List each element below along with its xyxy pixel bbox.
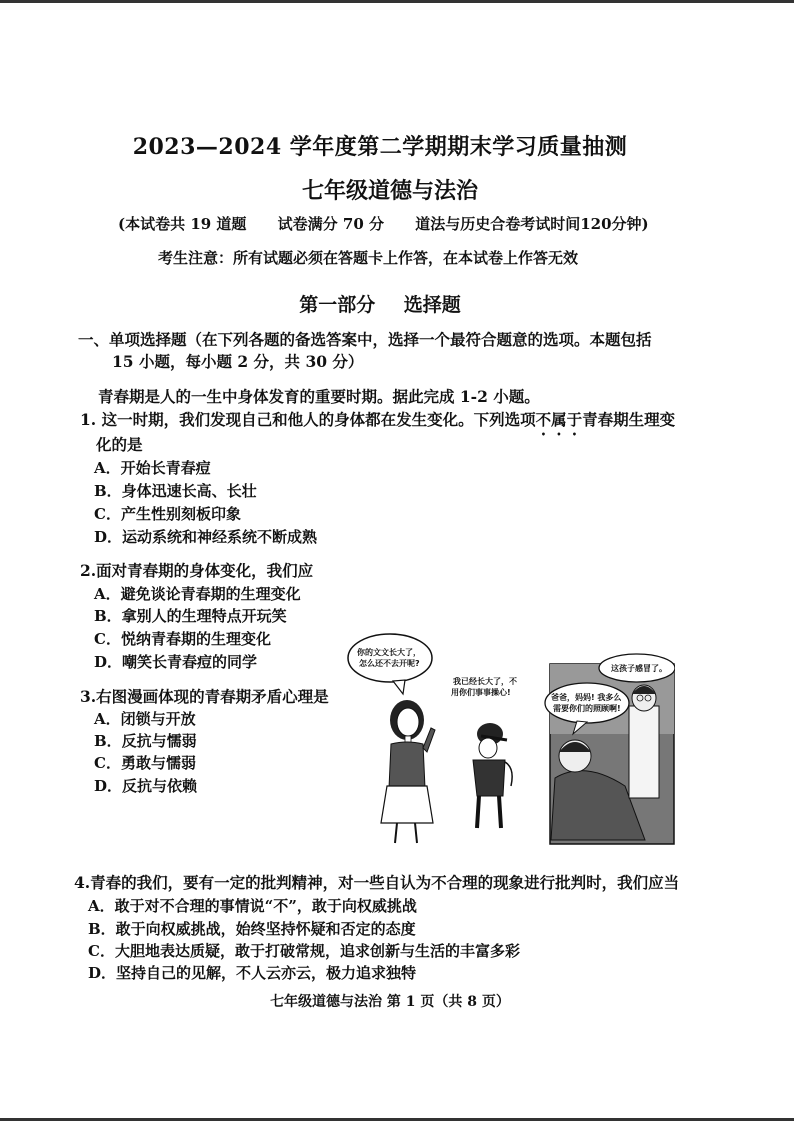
- section-title: 第一部分 选择题: [299, 294, 461, 316]
- section-instruction-line1: 一、单项选择题（在下列各题的备选答案中，选择一个最符合题意的选项。本题包括: [78, 330, 652, 349]
- question-1-stem-a: 1. 这一时期，我们发现自己和他人的身体都在发生变化。下列选项: [80, 410, 536, 429]
- question-3-option-c: C．勇敢与懦弱: [94, 754, 196, 772]
- question-1-stem-emphasis: 不属于: [535, 410, 583, 429]
- question-1-option-c: C．产生性别刻板印象: [94, 505, 241, 523]
- question-4-stem: 4.青春的我们，要有一定的批判精神，对一些自认为不合理的现象进行批判时，我们应当: [74, 873, 680, 892]
- exam-info-score: 试卷满分 70 分: [277, 215, 384, 233]
- page-footer: 七年级道德与法治 第 1 页（共 8 页）: [270, 994, 510, 1010]
- mother-bubble-line1: 你的文文长大了，: [357, 648, 421, 657]
- question-1-stem-line2: 化的是: [96, 435, 143, 454]
- question-2-stem: 2.面对青春期的身体变化，我们应: [80, 561, 314, 580]
- question-1-option-d: D．运动系统和神经系统不断成熟: [94, 528, 318, 546]
- mother-bubble-line2: 怎么还不去开呢?: [359, 659, 420, 668]
- patient-speech-bubble: [545, 683, 629, 723]
- child-bubble-line2: 用你们事事操心!: [451, 688, 511, 697]
- question-4-option-a: A．敢于对不合理的事情说“不”，敢于向权威挑战: [88, 897, 417, 915]
- exam-info-time: 道法与历史合卷考试时间120分钟): [415, 215, 649, 233]
- question-intro: 青春期是人的一生中身体发育的重要时期。据此完成 1-2 小题。: [98, 387, 540, 406]
- question-3-option-a: A．闭锁与开放: [94, 710, 196, 728]
- patient-bubble-line1: 爸爸，妈妈! 我多么: [551, 693, 622, 702]
- question-4-option-d: D．坚持自己的见解，不人云亦云，极力追求独特: [88, 964, 417, 982]
- question-3-option-d: D．反抗与依赖: [94, 777, 198, 795]
- exam-subject: 七年级道德与法治: [301, 178, 478, 204]
- mother-figure: [381, 700, 435, 843]
- question-3-option-b: B．反抗与懦弱: [94, 732, 197, 750]
- question-2-option-a: A．避免谈论青春期的生理变化: [94, 585, 301, 603]
- child-figure: [473, 723, 512, 828]
- question-2-option-d: D．嘲笑长青春痘的同学: [94, 653, 258, 671]
- exam-info-count: (本试卷共 19 道题: [118, 215, 247, 233]
- question-1-option-b: B．身体迅速长高、长壮: [94, 482, 257, 500]
- cartoon-illustration: [345, 628, 675, 850]
- question-4-option-c: C．大胆地表达质疑，敢于打破常规，追求创新与生活的丰富多彩: [88, 942, 520, 960]
- exam-info: [118, 213, 675, 234]
- child-bubble-line1: 我已经长大了，不: [453, 677, 517, 686]
- question-1-stem-b: 青春期生理变: [582, 410, 676, 429]
- question-4-option-b: B．敢于向权威挑战，始终坚持怀疑和否定的态度: [88, 920, 416, 938]
- section-instruction-line2: 15 小题，每小题 2 分，共 30 分）: [112, 352, 364, 371]
- question-2-option-b: B．拿别人的生理特点开玩笑: [94, 607, 287, 625]
- question-3-stem: 3.右图漫画体现的青春期矛盾心理是: [80, 687, 329, 706]
- question-1-stem: [80, 408, 675, 439]
- patient-bubble-line2: 需要你们的照顾啊!: [553, 704, 621, 713]
- doctor-bubble-text: 这孩子感冒了。: [611, 664, 667, 673]
- page-bottom-border: [0, 1118, 794, 1121]
- question-1-option-a: A．开始长青春痘: [94, 459, 211, 477]
- exam-notice: 考生注意：所有试题必须在答题卡上作答，在本试卷上作答无效: [158, 249, 579, 267]
- page-top-border: [0, 0, 794, 3]
- exam-title: 2023—2024 学年度第二学期期末学习质量抽测: [132, 134, 628, 160]
- mother-speech-bubble: [348, 634, 432, 682]
- question-2-option-c: C．悦纳青春期的生理变化: [94, 630, 271, 648]
